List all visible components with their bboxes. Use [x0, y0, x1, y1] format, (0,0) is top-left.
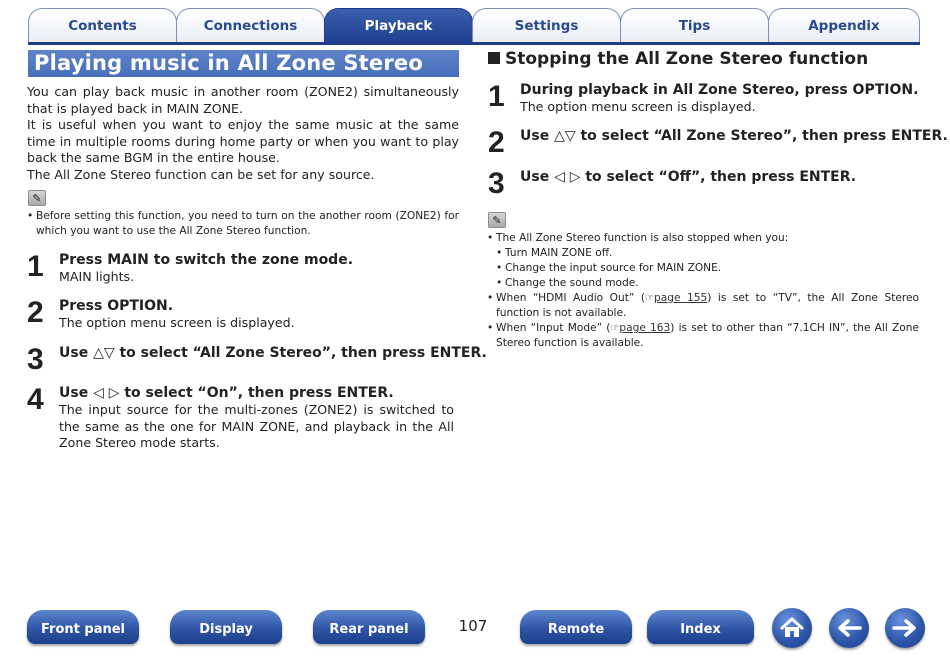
right-step-2	[488, 126, 948, 160]
step-number: 2	[488, 126, 505, 159]
pointing-hand-icon: ☞	[645, 293, 655, 304]
left-step-3	[27, 343, 487, 377]
square-bullet-icon	[488, 52, 500, 64]
step-heading: Use △▽ to select “All Zone Stereo”, then press ENTER.	[59, 345, 487, 361]
note-text: ) is set to “TV”, the All Zone Stereo function is not available.	[496, 292, 919, 319]
back-button[interactable]	[829, 608, 869, 648]
step-number: 2	[27, 296, 44, 329]
step-body: The option menu screen is displayed.	[59, 315, 295, 330]
note-item	[487, 321, 919, 351]
right-step-3	[488, 169, 920, 201]
intro-paragraph: The All Zone Stereo function can be set for any source.	[27, 166, 375, 182]
pointing-hand-icon: ☞	[610, 323, 620, 334]
step-heading: Press OPTION.	[59, 298, 174, 314]
page-number: 107	[458, 617, 488, 635]
step-body: The input source for the multi-zones (ZONE2) is switched to the same as the one for MAIN ZONE, and playback in the All Zone Stereo mode starts.	[59, 402, 454, 450]
home-icon	[779, 616, 805, 640]
remote-button[interactable]: Remote	[520, 610, 632, 644]
tab-appendix[interactable]: Appendix	[768, 8, 920, 43]
index-button[interactable]: Index	[647, 610, 754, 644]
note-text: When “HDMI Audio Out” (	[496, 292, 646, 304]
note-item: • The All Zone Stereo function is also stopped when you:	[487, 231, 919, 246]
left-note	[27, 209, 459, 239]
tab-connections[interactable]: Connections	[176, 8, 325, 43]
left-step-1	[27, 252, 457, 292]
tab-contents[interactable]: Contents	[28, 8, 177, 43]
subsection-title	[488, 49, 868, 69]
left-step-2	[27, 298, 457, 338]
tab-playback[interactable]: Playback	[324, 8, 473, 43]
note-subitem: • Turn MAIN ZONE off.	[487, 246, 919, 261]
step-heading: During playback in All Zone Stereo, press OPTION.	[520, 82, 919, 98]
step-body: MAIN lights.	[59, 269, 135, 284]
forward-button[interactable]	[885, 608, 925, 648]
step-heading: Use △▽ to select “All Zone Stereo”, then press ENTER.	[520, 128, 948, 144]
right-notes	[487, 231, 919, 351]
note-subitem: • Change the sound mode.	[487, 276, 919, 291]
step-number: 1	[488, 80, 505, 113]
step-body: The option menu screen is displayed.	[520, 99, 756, 114]
front-panel-button[interactable]: Front panel	[27, 610, 139, 644]
note-item: • Before setting this function, you need to turn on the another room (ZONE2) for which you want to use the All Zone Stereo function.	[27, 209, 459, 239]
tab-tips[interactable]: Tips	[620, 8, 769, 43]
section-title: Playing music in All Zone Stereo	[28, 50, 459, 77]
tab-bar	[28, 8, 920, 46]
subsection-title-text: Stopping the All Zone Stereo function	[505, 49, 869, 69]
step-heading: Press MAIN to switch the zone mode.	[59, 252, 354, 268]
note-text: When “Input Mode” (	[496, 322, 611, 334]
back-arrow-icon	[836, 618, 862, 638]
step-number: 1	[27, 250, 44, 283]
page-link[interactable]: page 163	[619, 322, 671, 334]
rear-panel-button[interactable]: Rear panel	[313, 610, 425, 644]
step-number: 4	[27, 383, 44, 416]
note-text: ) is set to other than “7.1CH IN”, the All Zone Stereo function is available.	[496, 322, 919, 349]
intro-paragraph: You can play back music in another room (ZONE2) simultaneously that is played back in MAIN ZONE.	[27, 84, 459, 116]
step-number: 3	[488, 167, 505, 200]
intro-text	[27, 84, 459, 183]
pencil-note-icon: ✎	[28, 190, 46, 206]
display-button[interactable]: Display	[170, 610, 282, 644]
right-step-1	[488, 82, 920, 122]
tab-underline	[28, 42, 920, 45]
step-heading: Use ◁ ▷ to select “Off”, then press ENTER.	[520, 169, 857, 185]
page-link[interactable]: page 155	[654, 292, 708, 304]
step-number: 3	[27, 343, 44, 376]
forward-arrow-icon	[892, 618, 918, 638]
pencil-note-icon: ✎	[488, 212, 506, 228]
note-item	[487, 291, 919, 321]
left-step-4	[27, 385, 457, 455]
home-button[interactable]	[772, 608, 812, 648]
note-subitem: • Change the input source for MAIN ZONE.	[487, 261, 919, 276]
tab-settings[interactable]: Settings	[472, 8, 621, 43]
intro-paragraph: It is useful when you want to enjoy the same music at the same time in multiple rooms during home party or when you want to play back the same BGM in the entire house.	[27, 117, 459, 165]
step-heading: Use ◁ ▷ to select “On”, then press ENTER.	[59, 385, 394, 401]
